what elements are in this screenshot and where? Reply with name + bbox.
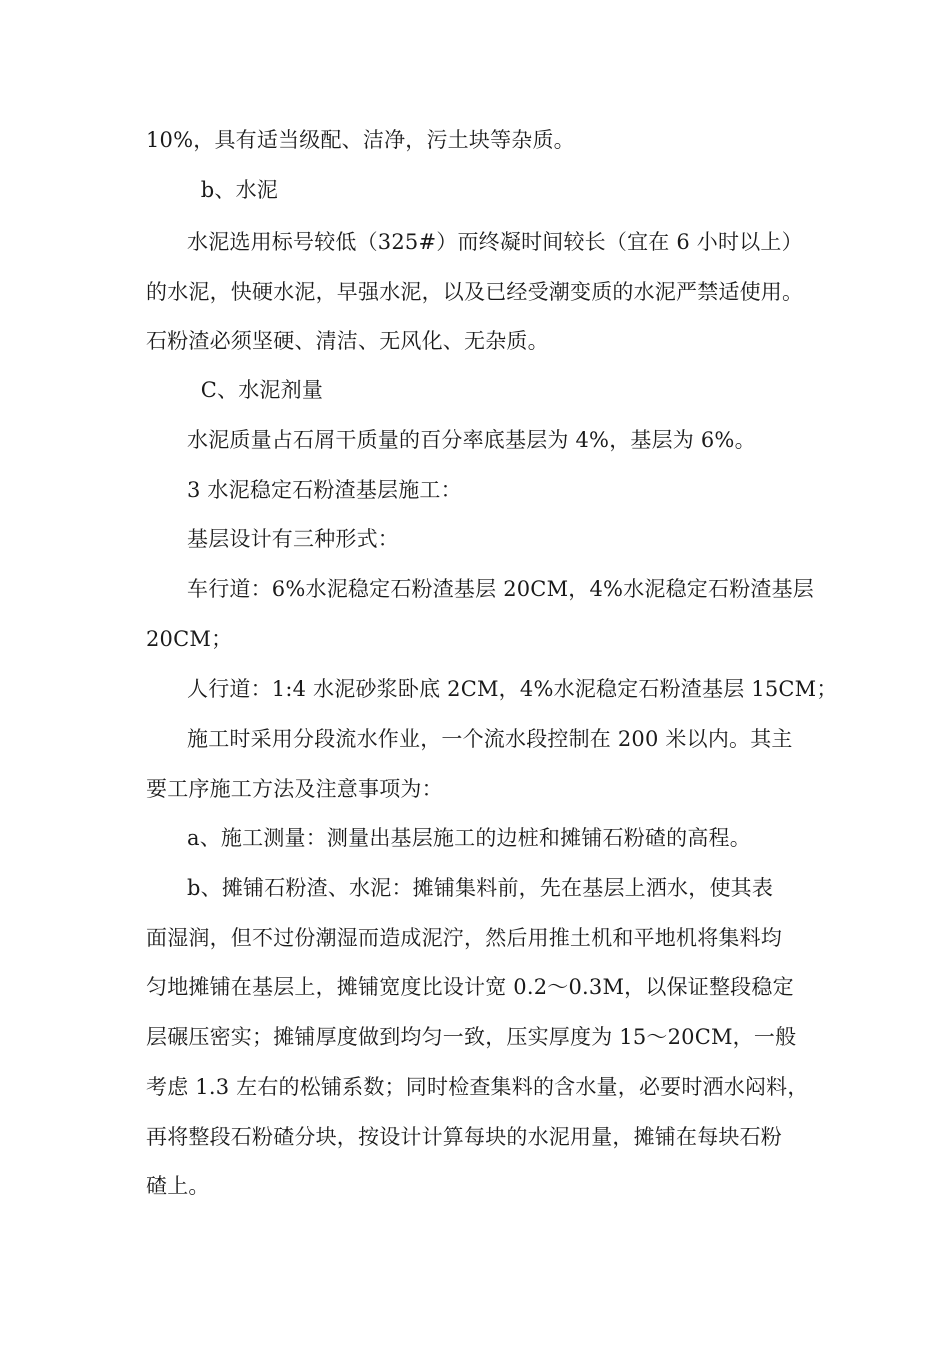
text-line: 的水泥，快硬水泥，早强水泥，以及已经受潮变质的水泥严禁适使用。 — [146, 280, 804, 304]
text-line: 考虑 1.3 左右的松铺系数；同时检查集料的含水量，必要时洒水闷料， — [146, 1075, 809, 1099]
text-line: 10%，具有适当级配、洁净，污土块等杂质。 — [146, 128, 575, 152]
text-line: 匀地摊铺在基层上，摊铺宽度比设计宽 0.2～0.3M，以保证整段稳定 — [146, 975, 794, 999]
text-line: a、施工测量：测量出基层施工的边桩和摊铺石粉碴的高程。 — [187, 826, 751, 850]
text-line: 基层设计有三种形式： — [187, 527, 399, 551]
section-heading-3: 3 水泥稳定石粉渣基层施工： — [187, 478, 462, 502]
section-heading-c: C、水泥剂量 — [187, 378, 324, 402]
text-line: 施工时采用分段流水作业，一个流水段控制在 200 米以内。其主 — [187, 727, 793, 751]
text-line: b、摊铺石粉渣、水泥：摊铺集料前，先在基层上洒水，使其表 — [187, 876, 774, 900]
text-line: 石粉渣必须坚硬、清洁、无风化、无杂质。 — [146, 329, 549, 353]
section-heading-b: b、水泥 — [187, 178, 278, 202]
text-line: 要工序施工方法及注意事项为： — [146, 777, 443, 801]
text-line: 面湿润，但不过份潮湿而造成泥泞，然后用推土机和平地机将集料均 — [146, 926, 782, 950]
text-line: 20CM； — [146, 627, 233, 651]
text-line: 水泥选用标号较低（325#）而终凝时间较长（宜在 6 小时以上） — [187, 230, 803, 254]
text-line: 碴上。 — [146, 1174, 210, 1198]
text-line: 水泥质量占石屑干质量的百分率底基层为 4%，基层为 6%。 — [187, 428, 756, 452]
text-line: 车行道：6%水泥稳定石粉渣基层 20CM，4%水泥稳定石粉渣基层 — [187, 577, 814, 601]
text-line: 层碾压密实；摊铺厚度做到均匀一致，压实厚度为 15～20CM，一般 — [146, 1025, 797, 1049]
text-line: 人行道：1:4 水泥砂浆卧底 2CM，4%水泥稳定石粉渣基层 15CM； — [187, 677, 838, 701]
text-line: 再将整段石粉碴分块，按设计计算每块的水泥用量，摊铺在每块石粉 — [146, 1125, 782, 1149]
